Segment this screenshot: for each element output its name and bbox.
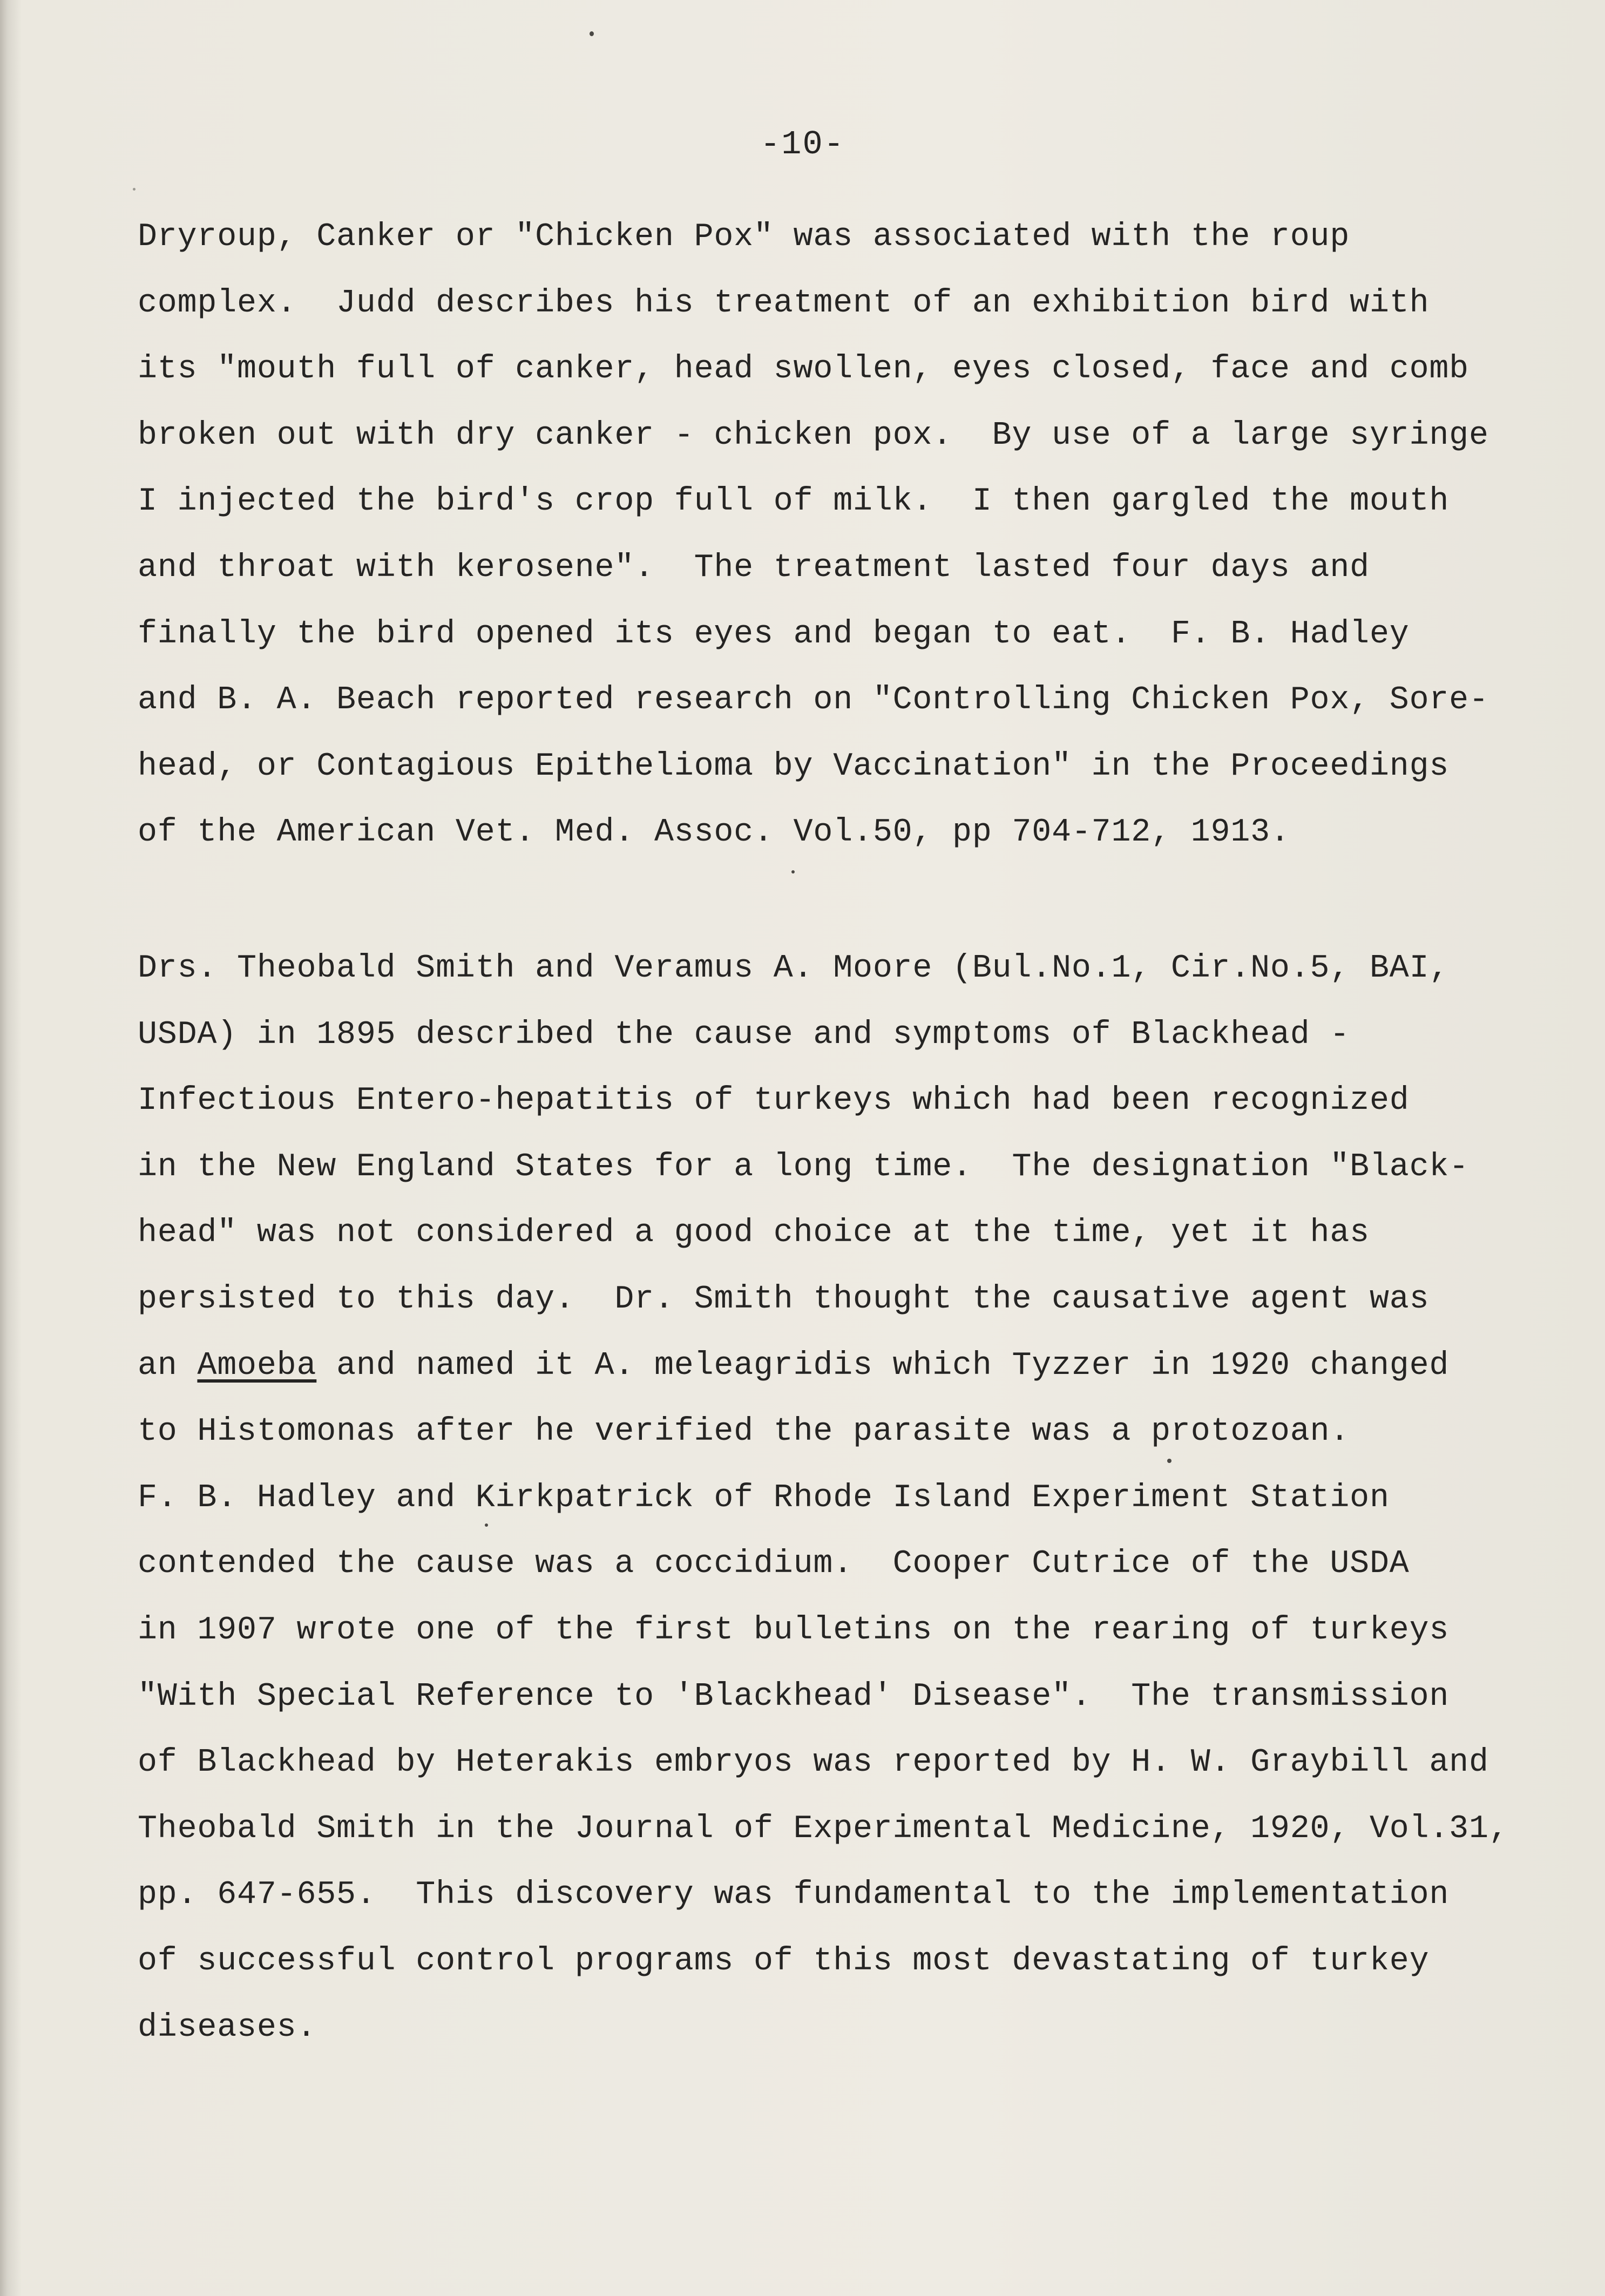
text-line: of successful control programs of this most devastating of turkey xyxy=(138,1942,1430,1980)
text-line: of the American Vet. Med. Assoc. Vol.50, pp 704-712, 1913. xyxy=(138,814,1290,851)
paper-speck xyxy=(133,188,136,191)
text-line: pp. 647-655. This discovery was fundamental to the implementation xyxy=(138,1877,1450,1914)
paragraph-1 xyxy=(138,204,1563,866)
text-line: USDA) in 1895 described the cause and symptoms of Blackhead - xyxy=(138,1016,1350,1053)
text-line: head, or Contagious Epithelioma by Vaccination" in the Proceedings xyxy=(138,748,1450,785)
text-line: head" was not considered a good choice at the time, yet it has xyxy=(138,1215,1370,1252)
paragraph-2 xyxy=(138,936,1563,2061)
text-line: diseases. xyxy=(138,2009,317,2046)
text-line: in 1907 wrote one of the first bulletins on the rearing of turkeys xyxy=(138,1611,1450,1649)
text-run: and named it A. meleagridis which Tyzzer in 1920 changed xyxy=(316,1347,1450,1384)
text-line: Infectious Entero-hepatitis of turkeys which had been recognized xyxy=(138,1082,1410,1120)
underlined-term: Amoeba xyxy=(197,1347,317,1384)
text-line: F. B. Hadley and Kirkpatrick of Rhode Island Experiment Station xyxy=(138,1479,1390,1516)
text-line: broken out with dry canker - chicken pox. By use of a large syringe xyxy=(138,417,1489,454)
text-run: an xyxy=(138,1347,198,1384)
text-line: Theobald Smith in the Journal of Experimental Medicine, 1920, Vol.31, xyxy=(138,1810,1509,1847)
text-line: complex. Judd describes his treatment of an exhibition bird with xyxy=(138,285,1430,322)
text-line xyxy=(138,1333,1563,1399)
text-line: Dryroup, Canker or "Chicken Pox" was associated with the roup xyxy=(138,219,1350,255)
text-line: contended the cause was a coccidium. Cooper Cutrice of the USDA xyxy=(138,1546,1410,1583)
text-line: and B. A. Beach reported research on "Controlling Chicken Pox, Sore- xyxy=(138,682,1489,719)
text-line: and throat with kerosene". The treatment lasted four days and xyxy=(138,549,1370,586)
paper-speck xyxy=(791,870,795,873)
text-line: to Histomonas after he verified the parasite was a protozoan. xyxy=(138,1413,1350,1451)
text-line: of Blackhead by Heterakis embryos was reported by H. W. Graybill and xyxy=(138,1744,1489,1782)
text-line: in the New England States for a long time. The designation "Black- xyxy=(138,1148,1469,1186)
text-line: I injected the bird's crop full of milk. I then gargled the mouth xyxy=(138,483,1450,520)
paper-speck xyxy=(590,31,594,36)
page-number: -10- xyxy=(760,125,845,164)
text-line: persisted to this day. Dr. Smith thought the causative agent was xyxy=(138,1281,1430,1318)
text-line: Drs. Theobald Smith and Veramus A. Moore (Bul.No.1, Cir.No.5, BAI, xyxy=(138,950,1450,987)
text-line: finally the bird opened its eyes and began to eat. F. B. Hadley xyxy=(138,615,1410,653)
text-line: its "mouth full of canker, head swollen, eyes closed, face and comb xyxy=(138,351,1469,388)
text-line: "With Special Reference to 'Blackhead' Disease". The transmission xyxy=(138,1678,1450,1715)
